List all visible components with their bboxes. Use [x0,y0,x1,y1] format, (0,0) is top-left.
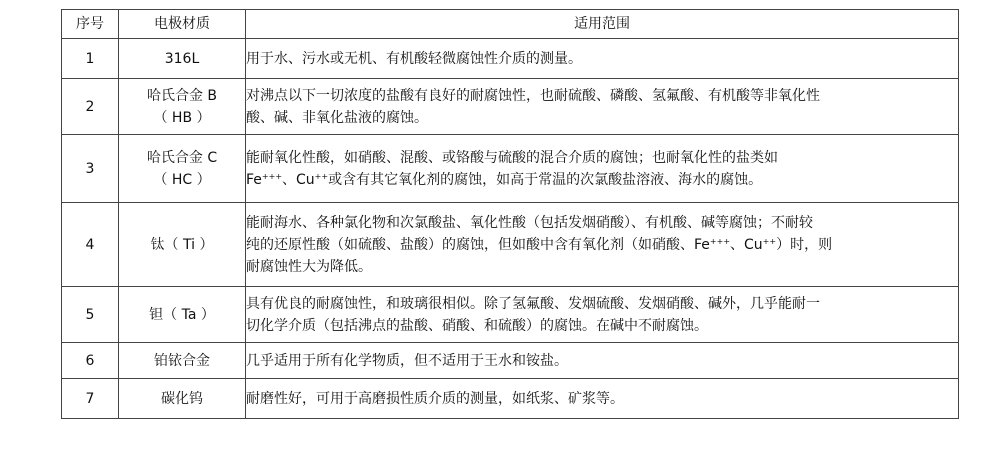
material-line: 碳化钨 [161,390,203,407]
material-line: 钽（ Ta ） [149,306,215,323]
material-line: 哈氏合金 B [146,87,218,104]
electrode-material-cell [119,39,246,79]
application-cell [246,39,959,79]
material-line: 316L [164,50,200,67]
row-number: 7 [62,379,119,419]
header-application: 适用范围 [246,10,959,39]
application-line: 几乎适用于所有化学物质，但不适用于王水和铵盐。 [246,352,568,369]
row-number: 1 [62,39,119,79]
row-number: 5 [62,287,119,343]
material-line: 铂铱合金 [154,352,210,369]
electrode-material-cell [119,343,246,379]
row-number: 3 [62,135,119,203]
electrode-material-table [61,9,959,419]
application-cell [246,135,959,203]
header-row [62,10,959,39]
application-line: Fe+++、Cu++或含有其它氧化剂的腐蚀，如高于常温的次氯酸盐溶液、海水的腐蚀。 [246,171,763,188]
material-line: 钛（ Ti ） [150,236,214,253]
application-line: 能耐海水、各种氯化物和次氯酸盐、氧化性酸（包括发烟硝酸）、有机酸、碱等腐蚀；不耐较 [246,214,813,231]
table-row [62,203,959,287]
electrode-material-cell [119,379,246,419]
electrode-material-cell [119,203,246,287]
electrode-material-cell [119,79,246,135]
table-row [62,135,959,203]
table-row [62,379,959,419]
application-line: 用于水、污水或无机、有机酸轻微腐蚀性介质的测量。 [246,50,582,67]
header-material: 电极材质 [119,10,246,39]
table-row [62,79,959,135]
application-line: 切化学介质（包括沸点的盐酸、硝酸、和硫酸）的腐蚀。在碱中不耐腐蚀。 [246,317,708,334]
application-line: 酸、碱、非氧化盐液的腐蚀。 [246,109,428,126]
application-cell [246,379,959,419]
application-line: 对沸点以下一切浓度的盐酸有良好的耐腐蚀性，也耐硫酸、磷酸、氢氟酸、有机酸等非氧化性 [246,87,820,104]
header-number: 序号 [62,10,119,39]
material-line: （ HB ） [153,109,211,126]
application-line: 耐腐蚀性大为降低。 [246,258,372,275]
application-cell [246,79,959,135]
application-cell [246,287,959,343]
application-line: 纯的还原性酸（如硫酸、盐酸）的腐蚀，但如酸中含有氧化剂（如硝酸、Fe+++、Cu++）时，则 [246,236,833,253]
table-row [62,39,959,79]
row-number: 6 [62,343,119,379]
application-line: 能耐氧化性酸，如硝酸、混酸、或铬酸与硫酸的混合介质的腐蚀；也耐氧化性的盐类如 [246,149,778,166]
electrode-material-cell [119,287,246,343]
application-cell [246,343,959,379]
application-line: 耐磨性好，可用于高磨损性质介质的测量，如纸浆、矿浆等。 [246,390,624,407]
electrode-material-cell [119,135,246,203]
table-row [62,343,959,379]
application-cell [246,203,959,287]
table-row [62,287,959,343]
row-number: 2 [62,79,119,135]
application-line: 具有优良的耐腐蚀性，和玻璃很相似。除了氢氟酸、发烟硫酸、发烟硝酸、碱外，几乎能耐一 [246,295,820,312]
row-number: 4 [62,203,119,287]
material-line: 哈氏合金 C [146,149,218,166]
material-line: （ HC ） [153,171,211,188]
